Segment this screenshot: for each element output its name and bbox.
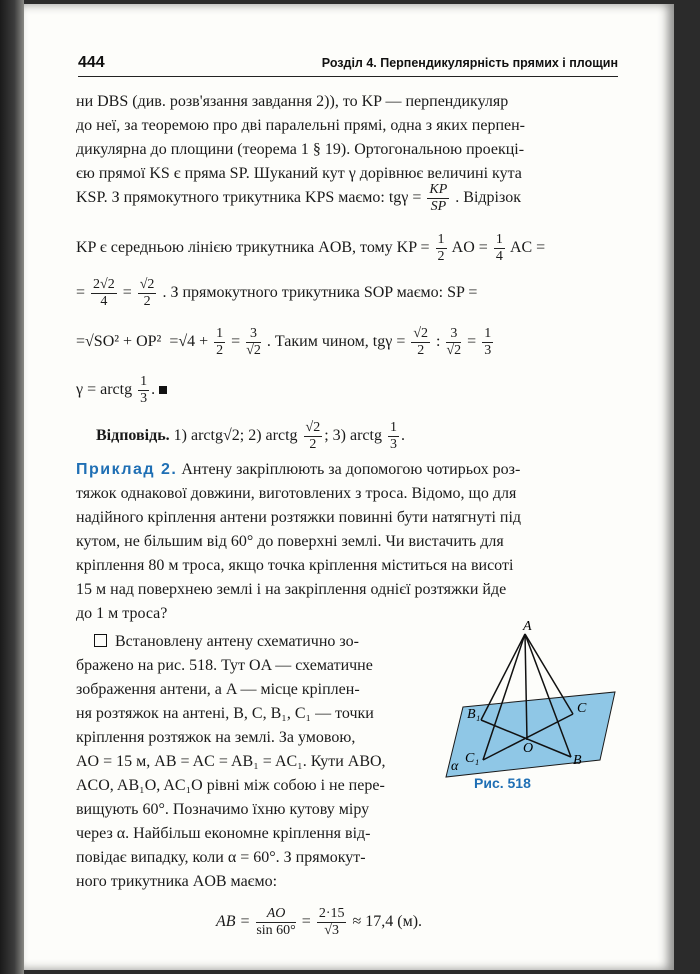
book-spine: [0, 0, 24, 974]
fraction: $\frac{√2}{2}$: [413, 326, 429, 358]
text-line: зображення антени, а A — місце кріплен-: [76, 681, 360, 698]
fraction: $\frac{1}{2}$: [437, 232, 445, 264]
text-line: надійного кріплення антени розтяжки повинні бути натягнуті під: [76, 509, 522, 526]
text-line: до неї, за теоремою про дві паралельні прямі, одна з яких перпен-: [76, 117, 525, 134]
text-line: 15 м над поверхнею землі і на закріплення однієї розтяжки йде: [76, 581, 507, 598]
example-line: Приклад 2. Антену закріплюють за допомогою чотирьох роз-: [76, 461, 521, 478]
text-line: дикулярна до площини (теорема 1 § 19). Ортогональною проекці-: [76, 141, 525, 158]
text-line: через α. Найбільш економне кріплення від-: [76, 825, 371, 842]
solution-start-mark: [94, 634, 107, 647]
fraction: $\frac{3}{√2}$: [246, 326, 261, 358]
fraction: $\frac{1}{3}$: [389, 420, 397, 452]
text-line: ни DBS (див. розв'язання завдання 2)), то KP — перпендикуляр: [76, 93, 509, 110]
fraction: $\frac{1}{3}$: [484, 326, 492, 358]
fraction: $\frac{AO}{\sin 60^\circ}$: [256, 906, 296, 938]
page-number: 444: [78, 54, 105, 71]
formula-line: = $\frac{2√2}{4}$ = $\frac{√2}{2}$ . З прямокутного трикутника SOP маємо: SP =: [76, 277, 478, 309]
fraction: $\frac{3}{√2}$: [446, 326, 462, 358]
text-line: ACO, AB₁O, AC₁O рівні між собою і не пере-: [76, 777, 385, 794]
fraction: $\frac{1}{2}$: [216, 326, 224, 358]
formula-line: KP є середньою лінією трикутника AOB, тому KP = $\frac{1}{2}$ AO = $\frac{1}{4}$ AC =: [76, 232, 546, 264]
fraction: $\frac{2√2}{4}$: [93, 277, 115, 309]
text-line: повідає випадку, коли α = 60°. З прямокут-: [76, 849, 366, 866]
label-B1: B₁: [467, 707, 481, 722]
label-A: A: [523, 619, 532, 634]
end-of-proof-mark: [159, 386, 167, 394]
page-header: [78, 52, 618, 77]
fraction: $\frac{2\cdot 15}{√3}$: [318, 906, 345, 938]
figure-caption: Рис. 518: [474, 775, 531, 791]
label-B: B: [573, 753, 582, 768]
text-line: єю прямої KS є пряма SP. Шуканий кут γ дорівнює величині кута: [76, 165, 522, 182]
fraction: $\frac{KP}{SP}$: [429, 182, 448, 214]
text-line: ного трикутника AOB маємо:: [76, 873, 278, 890]
formula-line: AB = $\frac{AO}{\sin 60^\circ}$ = $\frac{2\cdot 15}{√3}$ ≈ 17,4 (м).: [216, 906, 423, 938]
formula-line: γ = arctg $\frac{1}{3}$ .: [76, 374, 621, 407]
text-line: кріплення розтяжок на землі. За умовою,: [76, 729, 356, 746]
label-C1: C₁: [465, 751, 480, 766]
text-line: Встановлену антену схематично зо-: [94, 632, 439, 652]
text-line: тяжок однакової довжини, виготовлених з троса. Відомо, що для: [76, 485, 517, 502]
answer-label: Відповідь.: [96, 427, 170, 445]
text-line: бражено на рис. 518. Тут OA — схематичне: [76, 657, 373, 674]
text-line: вищують 60°. Позначимо їхню кутову міру: [76, 801, 370, 818]
example-title: Приклад 2.: [76, 461, 178, 478]
fraction: $\frac{√2}{2}$: [305, 420, 321, 452]
chapter-title: Розділ 4. Перпендикулярність прямих і площин: [321, 56, 618, 70]
fraction: $\frac{1}{4}$: [495, 232, 503, 264]
formula-line: =√SO² + OP² =√4 + $\frac{1}{2}$ = $\frac{3}{√2}$ . Таким чином, tgγ = $\frac{√2}{2}$ : $\frac{3}{√2}$ = $\frac{1}{3}$: [76, 326, 492, 358]
text-line: кутом, не більшим від 60° до поверхні землі. Чи вистачить для: [76, 533, 504, 550]
text-line: кріплення 80 м троса, якщо точка кріплення міститься на висоті: [76, 557, 514, 574]
text-line: AO = 15 м, AB = AC = AB₁ = AC₁. Кути ABO,: [76, 753, 386, 770]
answer-line: Відповідь. 1) arctg√2; 2) arctg $\frac{√2}{2}$ ; 3) arctg $\frac{1}{3}$ .: [96, 420, 405, 452]
text-line: до 1 м троса?: [76, 605, 168, 622]
label-C: C: [577, 701, 587, 716]
text-line: ня розтяжок на антені, B, C, B₁, C₁ — точки: [76, 705, 374, 722]
figure-518: [443, 612, 623, 802]
label-O: O: [523, 741, 534, 756]
label-alpha: α: [451, 759, 459, 774]
fraction: $\frac{√2}{2}$: [139, 277, 155, 309]
formula-line: KSP. З прямокутного трикутника KPS маємо: tgγ = $\frac{KP}{SP}$ . Відрізок: [76, 182, 521, 214]
fraction: $\frac{1}{3}$: [140, 374, 148, 406]
